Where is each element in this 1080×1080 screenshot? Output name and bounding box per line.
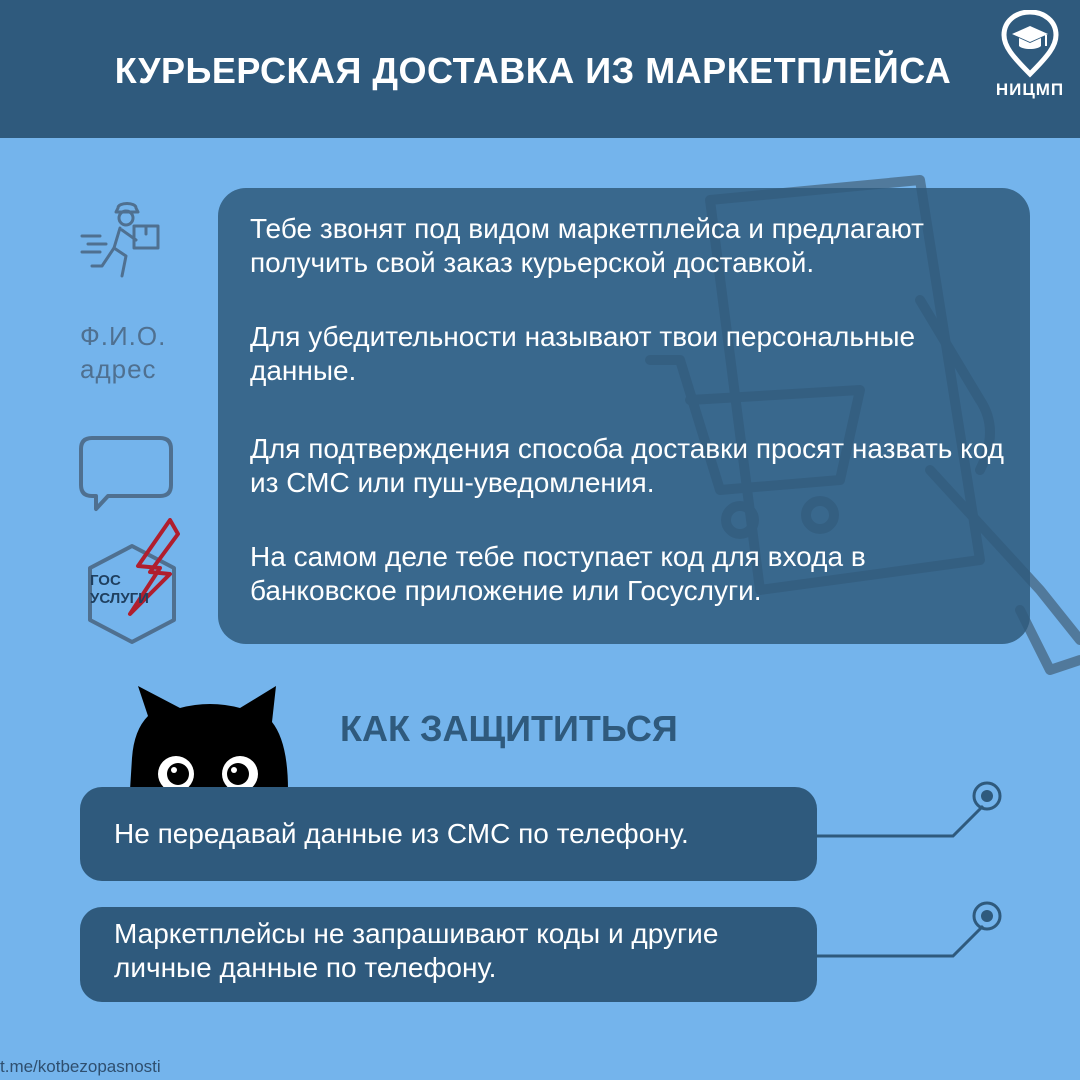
scenario-paragraph-1: Тебе звонят под видом маркетплейса и предлагают получить свой заказ курьерской доставкой. — [250, 213, 924, 278]
scenario-paragraph-4: На самом деле тебе поступает код для входа в банковское приложение или Госуслуги. — [250, 541, 866, 606]
protection-tip-1-text: Не передавай данные из СМС по телефону. — [114, 818, 689, 849]
scenario-paragraph-2: Для убедительности называют твои персональные данные. — [250, 321, 916, 386]
telegram-link[interactable]: t.me/kotbezopasnosti — [0, 1057, 161, 1076]
logo-text: НИЦМП — [995, 80, 1065, 99]
protection-tip-1 — [80, 787, 817, 881]
scenario-card — [218, 188, 1030, 644]
tip-1-connector-icon — [817, 780, 1007, 850]
protection-tip-2-text: Маркетплейсы не запрашивают коды и другие личные данные по телефону. — [114, 918, 719, 983]
fio-text: Ф.И.О. — [80, 321, 167, 351]
courier-icon — [78, 200, 162, 282]
personal-data-label — [80, 320, 190, 386]
scenario-paragraph-3: Для подтверждения способа доставки просят назвать код из СМС или пуш-уведомления. — [250, 433, 1005, 498]
logo — [990, 10, 1070, 102]
message-bubble-icon — [78, 435, 174, 513]
header-bar — [0, 0, 1080, 138]
gosuslugi-hack-icon — [80, 518, 184, 644]
address-text: адрес — [80, 354, 157, 384]
protection-tip-2 — [80, 907, 817, 1002]
tip-2-connector-icon — [817, 900, 1007, 970]
page-title: КУРЬЕРСКАЯ ДОСТАВКА ИЗ МАРКЕТПЛЕЙСА — [114, 50, 952, 91]
graduation-cap-pin-icon — [990, 10, 1070, 80]
protection-title: КАК ЗАЩИТИТЬСЯ — [340, 708, 678, 749]
cat-peeking-illustration — [126, 686, 296, 790]
gosuslugi-text-line1: ГОС — [90, 572, 121, 589]
gosuslugi-text-line2: УСЛУГИ — [90, 590, 149, 607]
